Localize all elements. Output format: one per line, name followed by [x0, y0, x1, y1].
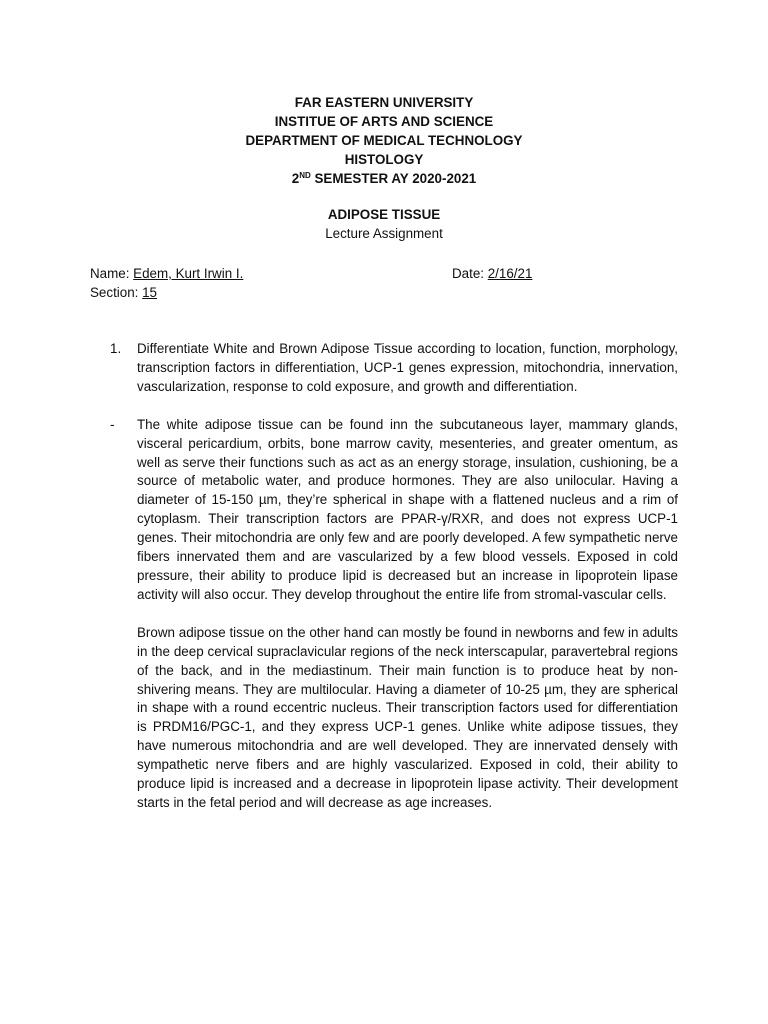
assignment-type: Lecture Assignment	[325, 226, 443, 241]
date-field	[452, 265, 532, 284]
topic-heading: ADIPOSE TISSUE	[327, 207, 441, 222]
answer-bullet: -	[110, 416, 115, 432]
section-row	[90, 284, 690, 303]
name-label: Name:	[90, 266, 134, 281]
student-info	[90, 265, 690, 303]
course-name: HISTOLOGY	[344, 152, 424, 167]
question-number: 1.	[110, 341, 122, 356]
semester-text: SEMESTER AY 2020-2021	[310, 171, 477, 186]
section-label: Section:	[90, 285, 143, 300]
answer-item	[110, 416, 678, 813]
document-title	[0, 206, 768, 244]
assignment-body	[110, 340, 678, 832]
date-value: 2/16/21	[487, 266, 533, 281]
white-adipose-paragraph: The white adipose tissue can be found inn the subcutaneous layer, mammary glands, visceral pericardium, orbits, bone marrow cavity, mesenteries, and greater omentum, as well as serve their functions such as act as an energy storage, insulation, cushioning, be a source of metabolic water, and produce hormones. They are also unilocular. Having a diameter of 15-150 µm, they’re spherical in shape with a flattened nucleus and a rim of cytoplasm. Their transcription factors are PPAR-γ/RXR, and does not express UCP-1 genes. Their mitochondria are only few and are poorly developed. A few sympathetic nerve fibers innervated them and are vascularized by a few blood vessels. Exposed in cold pressure, their ability to produce lipid is decreased but an increase in lipoprotein lipase activity will also occur. They develop throughout the entire life from stromal-vascular cells.	[137, 416, 678, 602]
section-value: 15	[142, 285, 158, 300]
brown-adipose-paragraph: Brown adipose tissue on the other hand can mostly be found in newborns and few in adults in the deep cervical supraclavicular regions of the neck interscapular, paravertebral regions of the back, and in the mediastinum. Their main function is to produce heat by non-shivering means. They are multilocular. Having a diameter of 10-25 µm, they are spherical in shape with a round eccentric nucleus. Their transcription factors used for differentiation is PRDM16/PGC-1, and they express UCP-1 genes. Unlike white adipose tissues, they have numerous mitochondria and are well developed. They are innervated densely with sympathetic nerve fibers and are highly vascularized. Exposed in cold, their ability to produce lipid is increased and a decrease in lipoprotein lipase activity. Their development starts in the fetal period and will decrease as age increases.	[137, 624, 678, 810]
semester-ordinal: ND	[299, 171, 311, 180]
institute-name: INSTITUE OF ARTS AND SCIENCE	[274, 114, 494, 129]
question-text: Differentiate White and Brown Adipose Tissue according to location, function, morphology, transcription factors in differentiation, UCP-1 genes expression, mitochondria, innervation, vascularization, response to cold exposure, and growth and differentiation.	[137, 341, 678, 394]
semester-number: 2	[291, 171, 300, 186]
semester-line	[0, 170, 768, 189]
department-name: DEPARTMENT OF MEDICAL TECHNOLOGY	[245, 133, 523, 148]
name-row	[90, 265, 690, 284]
question-item	[110, 340, 678, 397]
name-value: Edem, Kurt Irwin I.	[133, 266, 244, 281]
university-name: FAR EASTERN UNIVERSITY	[294, 95, 474, 110]
document-header	[0, 94, 768, 189]
date-label: Date:	[452, 266, 488, 281]
